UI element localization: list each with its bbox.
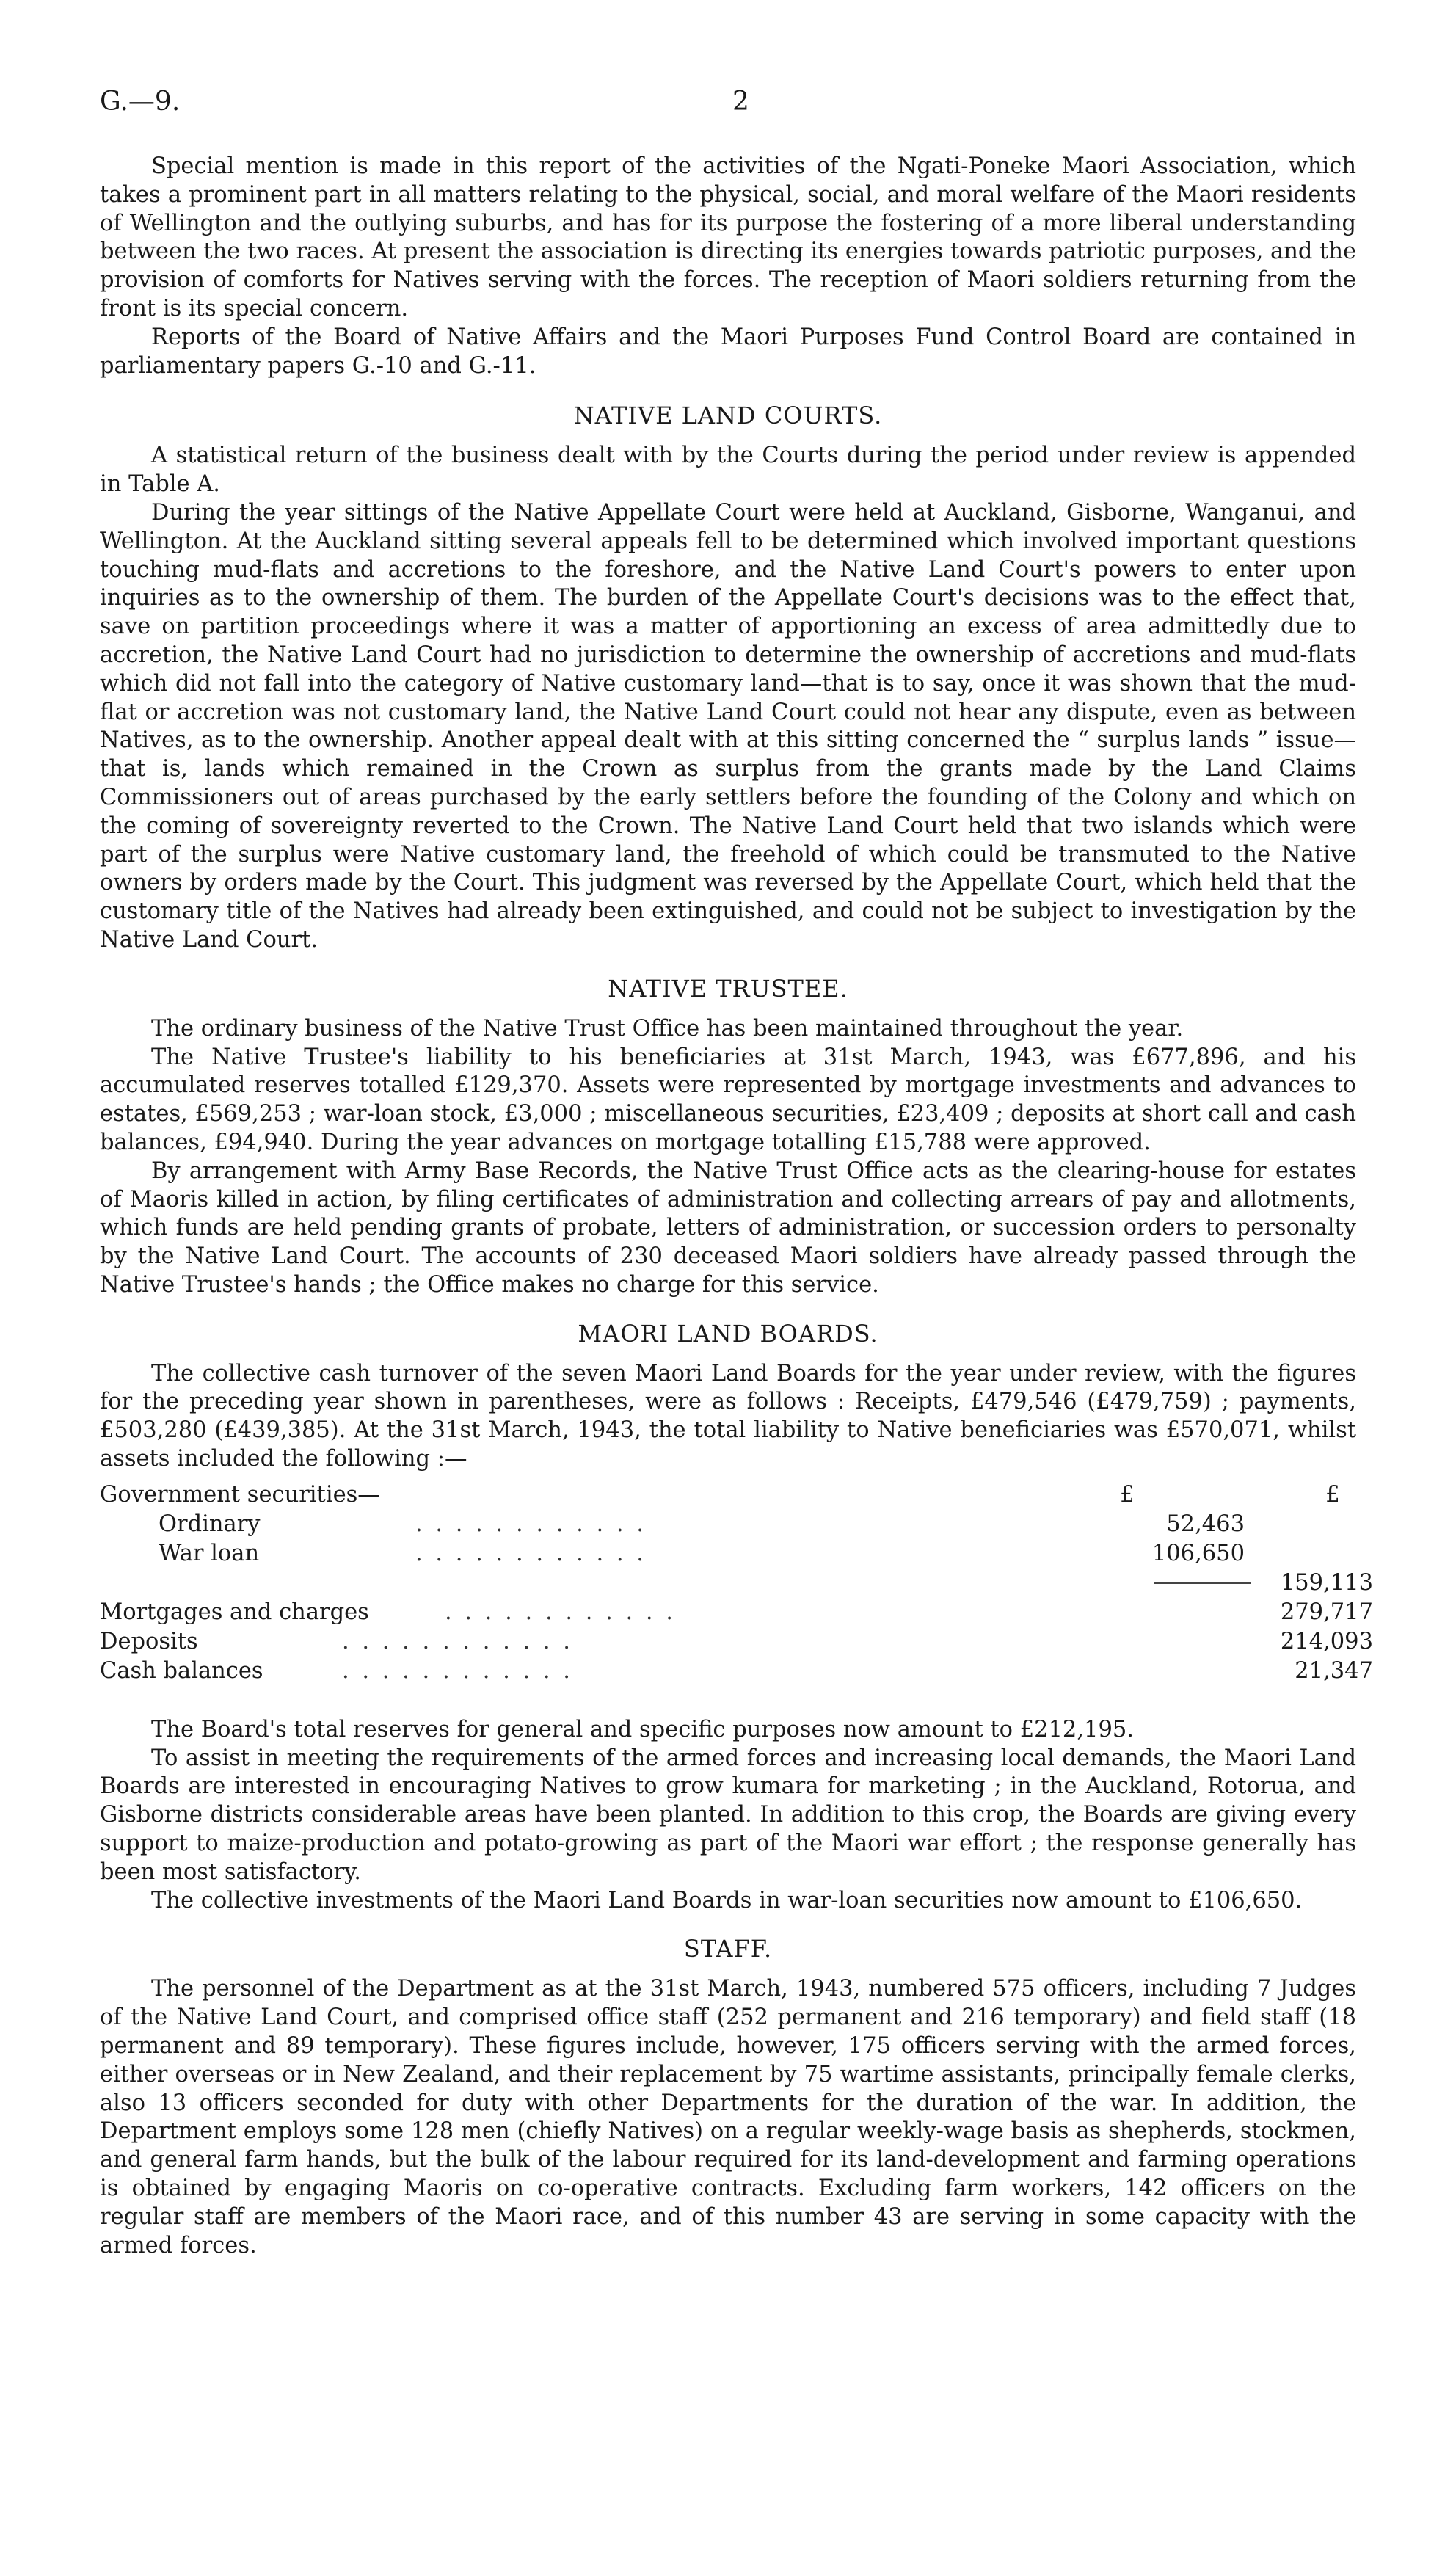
table-row-label: Mortgages and charges [100,1599,369,1625]
table-value: 106,650 [1151,1540,1245,1566]
table-subtotal: 159,113 [1280,1569,1373,1596]
dot-leader: . . . . . . . . . . . . [342,1657,573,1684]
table-value: 21,347 [1295,1657,1373,1684]
paragraph: The collective investments of the Maori Land Boards in war-loan securities now amount to £106,650. [151,1887,1303,1913]
report-body [100,153,1373,2260]
section-heading-native-land-courts: NATIVE LAND COURTS. [573,401,883,430]
section-heading-native-trustee: NATIVE TRUSTEE. [608,974,848,1003]
paragraph: The Board's total reserves for general and specific purposes now amount to £212,195. [151,1716,1134,1742]
paragraph: The Native Trustee's liability to his beneficiaries at 31st March, 1943, was £677,896, and his accumulated reserves totalled £129,370. Assets were represented by mortgage investments and advances to estates, £569,253 ; war-loan stock, £3,000 ; miscellaneous securities, £23,409 ; deposits at short call and cash balances, £94,940. During the year advances on mortgage totalling £15,788 were approved. [100,1044,1356,1155]
section-heading-maori-land-boards: MAORI LAND BOARDS. [578,1319,878,1348]
table-row [100,1628,1373,1657]
table-row [100,1657,1373,1687]
table-value: 279,717 [1280,1599,1373,1625]
table-row-label: Ordinary [159,1511,261,1537]
document-reference: G.—9. [100,87,181,117]
section-heading-staff: STAFF. [683,1935,773,1963]
table-row-label: War loan [159,1540,260,1566]
table-row-label: Deposits [100,1628,198,1654]
dot-leader: . . . . . . . . . . . . [415,1511,647,1537]
dot-leader: . . . . . . . . . . . . [415,1540,647,1566]
assets-table [100,1481,1373,1687]
currency-header: £ [1325,1481,1340,1508]
table-row [100,1540,1356,1569]
paragraph: To assist in meeting the requirements of the armed forces and increasing local demands, the Maori Land Boards are interested in encouraging Natives to grow kumara for marketing ; in the Auckland, Rotorua, and Gisborne districts considerable areas have been planted. In addition to this crop, the Boards are giving every support to maize-production and potato-growing as part of the Maori war effort ; the response generally has been most satisfactory. [100,1745,1356,1885]
paragraph: The ordinary business of the Native Trust Office has been maintained throughout the year. [151,1015,1184,1042]
table-row [100,1599,1373,1628]
page-number: 2 [732,87,749,117]
currency-header: £ [1120,1481,1135,1508]
paragraph: Reports of the Board of Native Affairs and the Maori Purposes Fund Control Board are contained in parliamentary papers G.-10 and G.-11. [100,324,1356,379]
page-header [100,87,1356,123]
paragraph: A statistical return of the business dealt with by the Courts during the period under review is appended in Table A. [100,443,1356,498]
table-group-label: Government securities— [100,1481,380,1508]
table-row [100,1481,1356,1511]
paragraph: Special mention is made in this report of the activities of the Ngati-Poneke Maori Association, which takes a prominent part in all matters relating to the physical, social, and moral welfare of the Maori residents of Wellington and the outlying suburbs, and has for its purpose the fostering of a more liberal understanding between the two races. At present the association is directing its energies towards patriotic purposes, and the provision of comforts for Natives serving with the forces. The reception of Maori soldiers returning from the front is its special concern. [100,153,1357,321]
table-value: 52,463 [1166,1511,1245,1537]
table-row [100,1569,1373,1599]
paragraph: During the year sittings of the Native Appellate Court were held at Auckland, Gisborne, Wanganui, and Wellington. At the Auckland sitting several appeals fell to be determined which involved important questions touching mud-flats and accretions to the foreshore, and the Native Land Court's powers to enter upon inquiries as to the ownership of them. The burden of the Appellate Court's decisions was to the effect that, save on partition proceedings where it was a matter of apportioning an excess of area admittedly due to accretion, the Native Land Court had no jurisdiction to determine the ownership of accretions and mud-flats which did not fall into the category of Native customary land—that is to say, once it was shown that the mud-flat or accretion was not customary land, the Native Land Court could not hear any dispute, even as between Natives, as to the ownership. Another appeal dealt with at this sitting concerned the “ surplus lands ” issue—that is, lands which remained in the Crown as surplus from the grants made by the Land Claims Commissioners out of areas purchased by the early settlers before the founding of the Colony and which on the coming of sovereignty reverted to the Crown. The Native Land Court held that two islands which were part of the surplus were Native customary land, the freehold of which could be transmuted to the Native owners by orders made by the Court. This judgment was reversed by the Appellate Court, which held that the customary title of the Natives had already been extinguished, and could not be subject to investigation by the Native Land Court. [100,499,1356,953]
paragraph: The collective cash turnover of the seven Maori Land Boards for the year under review, with the figures for the preceding year shown in parentheses, were as follows : Receipts, £479,546 (£479,759) ; payments, £503,280 (£439,385). At the 31st March, 1943, the total liability to Native beneficiaries was £570,071, whilst assets included the following :— [100,1360,1356,1472]
table-value: 214,093 [1280,1628,1373,1654]
dot-leader: . . . . . . . . . . . . [445,1599,676,1625]
dot-leader: . . . . . . . . . . . . [342,1628,573,1654]
paragraph: By arrangement with Army Base Records, the Native Trust Office acts as the clearing-house for estates of Maoris killed in action, by filing certificates of administration and collecting arrears of pay and allotments, which funds are held pending grants of probate, letters of administration, or succession orders to personalty by the Native Land Court. The accounts of 230 deceased Maori soldiers have already passed through the Native Trustee's hands ; the Office makes no charge for this service. [100,1157,1356,1298]
table-row [100,1511,1356,1540]
table-row-label: Cash balances [100,1657,263,1684]
paragraph: The personnel of the Department as at the 31st March, 1943, numbered 575 officers, including 7 Judges of the Native Land Court, and comprised office staff (252 permanent and 216 temporary) and field staff (18 permanent and 89 temporary). These figures include, however, 175 officers serving with the armed forces, either overseas or in New Zealand, and their replacement by 75 wartime assistants, principally female clerks, also 13 officers seconded for duty with other Departments for the duration of the war. In addition, the Department employs some 128 men (chiefly Natives) on a regular weekly-wage basis as shepherds, stockmen, and general farm hands, but the bulk of the labour required for its land-development and farming operations is obtained by engaging Maoris on co-operative contracts. Excluding farm workers, 142 officers on the regular staff are members of the Maori race, and of this number 43 are serving in some capacity with the armed forces. [100,1976,1356,2258]
